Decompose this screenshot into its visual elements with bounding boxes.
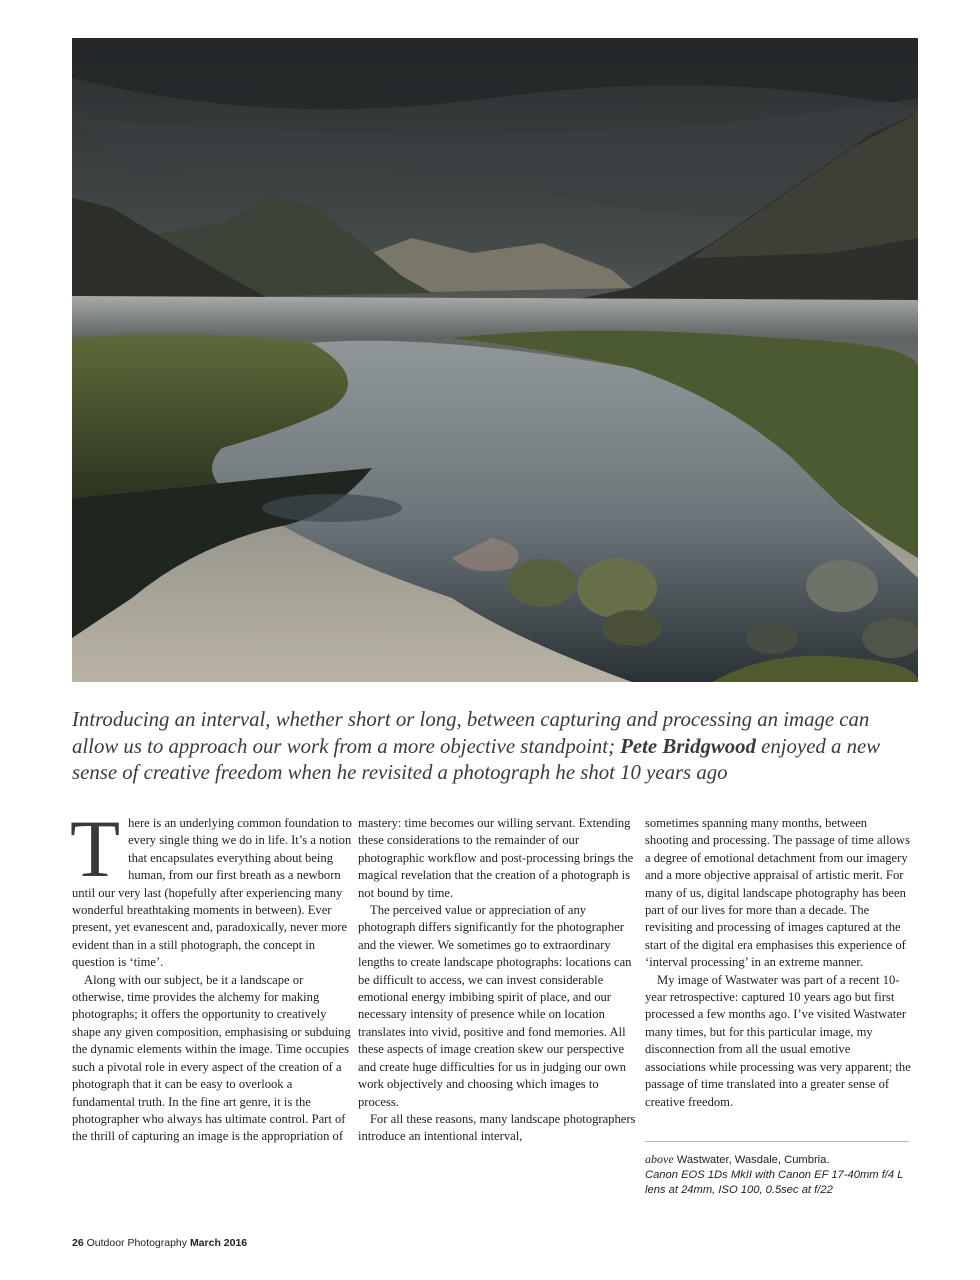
landscape-photo <box>72 38 918 682</box>
author-name: Pete Bridgwood <box>620 734 756 758</box>
issue-date: March 2016 <box>189 1237 248 1249</box>
caption-location: Wastwater, Wasdale, Cumbria. <box>676 1154 830 1166</box>
article-column-3 <box>645 815 913 1111</box>
paragraph-text: here is an underlying common foundation to every single thing we do in life. It’s a notion that encapsulates everything about being human, from our first breath as a newborn until our very last (hopefully after experiencing many wonderful breathtaking moments in between). Ever present, yet evanescent and, paradoxically, never more evident than in a still photograph, the concept in question is ‘time’. <box>72 816 352 970</box>
magazine-name: Outdoor Photography <box>86 1237 188 1249</box>
page-footer <box>72 1237 247 1249</box>
article-paragraph: Along with our subject, be it a landscape or otherwise, time provides the alchemy for making photographs; it offers the opportunity to creatively shape any given composition, emphasising or subduing the dynamic elements within the image. Time occupies such a pivotal role in every aspect of the creation of a photograph that it can be easy to overlook a fundamental truth. In the fine art genre, it is the photographer who always has ultimate control. Part of the thrill of capturing an image is the appropriation of <box>72 972 351 1144</box>
article-paragraph: mastery: time becomes our willing servant. Extending these considerations to the remainder of our photographic workflow and post-processing brings the magical revelation that the creation of a photograph is not bound by time. <box>358 816 634 900</box>
photo-caption <box>645 1152 913 1198</box>
article-column-2 <box>358 815 638 1146</box>
caption-technical: Canon EOS 1Ds MkII with Canon EF 17-40mm f/4 L lens at 24mm, ISO 100, 0.5sec at f/22 <box>645 1169 904 1196</box>
caption-divider <box>645 1141 909 1142</box>
caption-lead: above <box>645 1152 674 1166</box>
drop-cap: T <box>70 803 121 894</box>
article-column-1 <box>70 803 352 1146</box>
standfirst-intro: Introducing an interval, whether short or long, between capturing and processing an image can allow us to approach our work from a more objective standpoint; <box>72 708 870 758</box>
page-number: 26 <box>72 1237 84 1249</box>
wastwater-landscape-icon <box>72 38 918 682</box>
article-paragraph: sometimes spanning many months, between shooting and processing. The passage of time allows a degree of emotional detachment from our imagery and a more objective appraisal of artistic merit. For many of us, digital landscape photography has been part of our lives for more than a decade. The revisiting and processing of images captured at the start of the digital era emphasises this experience of ‘interval processing’ in an extreme manner. <box>645 816 910 970</box>
article-paragraph: For all these reasons, many landscape photographers introduce an intentional interval, <box>358 1111 636 1144</box>
article-paragraph: The perceived value or appreciation of any photograph differs significantly for the photographer and the viewer. We sometimes go to extraordinary lengths to create landscape photographs: locations can be difficult to access, we can invest considerable emotional energy imbibing spirit of place, and our necessary intensity of presence while on location translates into vivid, positive and fond memories. All these aspects of image creation skew our perspective and create huge difficulties for us in judging our own work objectively and choosing which images to process. <box>358 903 632 1109</box>
standfirst <box>72 707 918 787</box>
standfirst-outro: enjoyed a new sense of creative freedom when he revisited a photograph he shot 10 years ago <box>72 734 881 784</box>
article-paragraph <box>70 803 352 972</box>
article-paragraph: My image of Wastwater was part of a recent 10-year retrospective: captured 10 years ago but first processed a few months ago. I’ve visited Wastwater many times, but for this particular image, my disconnection from all the usual emotive associations while processing was very apparent; the passage of time translated into a greater sense of creative freedom. <box>645 972 911 1109</box>
